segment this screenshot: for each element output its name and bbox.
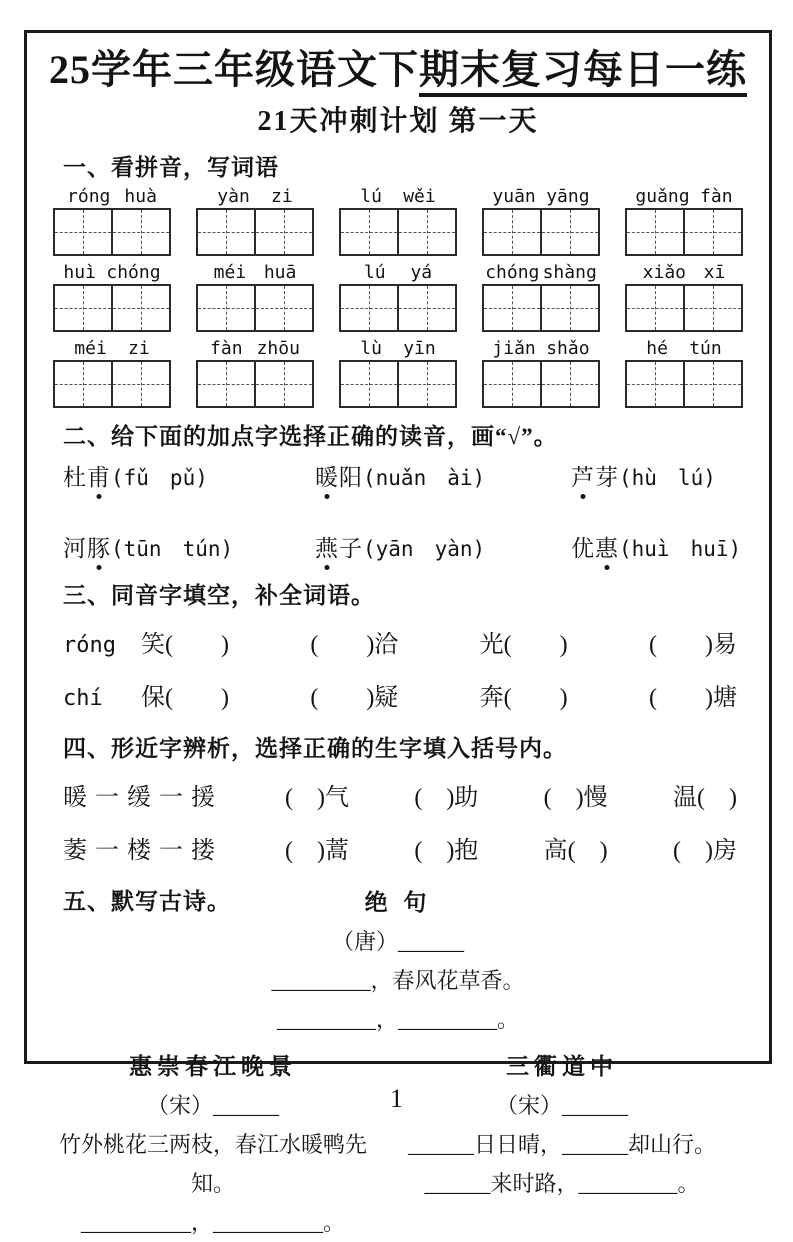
word-char: 优: [571, 536, 595, 561]
writing-cell: [627, 362, 683, 406]
section1-heading: 一、看拼音，写词语: [63, 155, 279, 180]
pinyin-syllable: hé: [646, 338, 668, 359]
pinyin-syllable: jiǎn: [492, 338, 536, 359]
pinyin-word-item: [53, 262, 171, 332]
pronunciation-options: (yān yàn): [363, 537, 486, 561]
pinyin-label: [625, 262, 743, 284]
pinyin-label: [339, 262, 457, 284]
fill-blank-cell: ( )抱: [414, 838, 479, 864]
writing-cell: [111, 362, 169, 406]
writing-cell: [683, 210, 741, 254]
poem-columns: [49, 1047, 747, 1242]
poem-huichong: [49, 1047, 377, 1242]
writing-cell: [484, 286, 540, 330]
pinyin-word-item: [53, 186, 171, 256]
poem-title: 惠崇春江晚景: [129, 1054, 298, 1079]
pinyin-syllable: yàn: [217, 186, 250, 207]
pinyin-syllable: zi: [271, 186, 293, 207]
writing-cell: [254, 210, 312, 254]
poem-author-blank: （宋）______: [147, 1093, 280, 1118]
pinyin-word-item: [625, 186, 743, 256]
fill-blank-cell: ( )塘: [648, 685, 737, 711]
pronunciation-options: (tūn tún): [111, 537, 234, 561]
pinyin-syllable: xiǎo: [642, 262, 686, 283]
writing-cell: [55, 362, 111, 406]
writing-cell: [397, 286, 455, 330]
homophone-row: [63, 624, 747, 659]
fill-blank-cell: ( )疑: [310, 685, 399, 711]
word-char-dotted: 惠: [595, 530, 619, 563]
pinyin-syllable: lù: [360, 338, 382, 359]
pinyin-syllable: huà: [124, 186, 157, 207]
pinyin-label: [625, 338, 743, 360]
pinyin-word-item: [196, 262, 314, 332]
pinyin-syllable: méi: [213, 262, 247, 283]
pinyin-syllable: méi: [74, 338, 107, 359]
pinyin-label: [53, 186, 171, 208]
poem-sanqu: [377, 1047, 747, 1242]
pinyin-syllable: zi: [128, 338, 150, 359]
writing-cell: [397, 210, 455, 254]
section2-heading: 二、给下面的加点字选择正确的读音，画“√”。: [63, 424, 558, 449]
pinyin-label: [482, 186, 600, 208]
writing-cell: [683, 362, 741, 406]
word-char-dotted: 甫: [87, 459, 111, 492]
word-char: 阳: [339, 465, 363, 490]
writing-cell: [111, 210, 169, 254]
pronunciation-item: [315, 530, 571, 563]
writing-cell: [484, 210, 540, 254]
pinyin-syllable: chóng: [106, 262, 161, 283]
fill-blank-cell: ( )慢: [543, 785, 608, 811]
writing-cell: [484, 362, 540, 406]
fill-blank-cell: 温( ): [672, 785, 737, 811]
poem-line-blank: ______来时路，_________。: [424, 1171, 700, 1196]
fill-blank-cell: ( )易: [648, 632, 737, 658]
pinyin-label: [53, 262, 171, 284]
writing-cell: [397, 362, 455, 406]
page-number: 1: [390, 1084, 403, 1113]
writing-cell: [341, 362, 397, 406]
writing-grid: [625, 360, 743, 408]
pinyin-word-item: [482, 186, 600, 256]
pinyin-syllable: zhōu: [256, 338, 300, 359]
pinyin-label: [625, 186, 743, 208]
word-char-dotted: 豚: [87, 530, 111, 563]
pinyin-syllable: huì: [63, 262, 96, 283]
pinyin-word-item: [196, 338, 314, 408]
poem-line-blank: _________，_________。: [276, 1007, 519, 1032]
pinyin-label: [53, 338, 171, 360]
poem-jueju: [208, 883, 588, 1039]
pinyin-row: [53, 262, 743, 332]
similar-char-group: 暖 一 缓 一 援: [63, 785, 216, 811]
worksheet-page: [24, 30, 772, 1235]
word-char-dotted: 芦: [571, 459, 595, 492]
pinyin-word-item: [339, 262, 457, 332]
page-title-underlined: 期末复习每日一练: [419, 47, 747, 97]
similar-char-cells: [285, 777, 747, 812]
writing-cell: [683, 286, 741, 330]
fill-blank-cell: ( )气: [285, 785, 349, 811]
pinyin-word-item: [196, 186, 314, 256]
section2-items: [63, 459, 747, 563]
pinyin-syllable: yuān: [492, 186, 536, 207]
writing-cell: [198, 210, 254, 254]
homophone-pinyin: chí: [63, 686, 103, 711]
fill-blank-cell: 高( ): [543, 838, 608, 864]
pinyin-label: [482, 262, 600, 284]
writing-grid: [625, 284, 743, 332]
writing-grid: [196, 208, 314, 256]
writing-grid: [196, 360, 314, 408]
writing-grid: [53, 360, 171, 408]
word-char-dotted: 暖: [315, 459, 339, 492]
similar-char-group: 萎 一 楼 一 搂: [63, 838, 216, 864]
writing-grid: [625, 208, 743, 256]
similar-char-row: [63, 830, 747, 865]
pinyin-syllable: fàn: [700, 186, 733, 207]
pinyin-word-item: [625, 338, 743, 408]
pinyin-word-item: [482, 338, 600, 408]
similar-char-cells: [285, 830, 747, 865]
word-char: 河: [63, 536, 87, 561]
poem-line: 竹外桃花三两枝，春江水暖鸭先知。: [59, 1132, 368, 1196]
writing-cell: [540, 210, 598, 254]
poem-line-blank: __________，__________。: [81, 1210, 346, 1235]
writing-cell: [341, 210, 397, 254]
pinyin-label: [482, 338, 600, 360]
writing-cell: [627, 286, 683, 330]
writing-grid: [339, 208, 457, 256]
writing-cell: [111, 286, 169, 330]
writing-grid: [339, 360, 457, 408]
fill-blank-cell: ( )房: [672, 838, 737, 864]
pinyin-word-item: [339, 338, 457, 408]
pinyin-label: [339, 338, 457, 360]
poem-line-blank: ______日日晴，______却山行。: [408, 1132, 717, 1157]
pinyin-syllable: shàng: [542, 262, 597, 283]
pronunciation-item: [315, 459, 571, 492]
poem-line-blank: _________，春风花草香。: [271, 968, 525, 993]
pinyin-syllable: fàn: [210, 338, 243, 359]
pronunciation-options: (huì huī): [619, 537, 742, 561]
pinyin-syllable: huā: [263, 262, 297, 283]
fill-blank-cell: ( )蒿: [285, 838, 349, 864]
pinyin-syllable: guǎng: [635, 186, 690, 207]
writing-cell: [341, 286, 397, 330]
pinyin-syllable: chóng: [485, 262, 540, 283]
pronunciation-item: [63, 530, 315, 563]
pinyin-syllable: yāng: [546, 186, 590, 207]
writing-grid: [482, 284, 600, 332]
writing-cell: [55, 286, 111, 330]
fill-blank-cell: 奔( ): [479, 685, 568, 711]
writing-grid: [339, 284, 457, 332]
fill-blank-cell: 光( ): [479, 632, 568, 658]
pinyin-label: [196, 186, 314, 208]
homophone-pinyin: róng: [63, 633, 116, 658]
section5: [49, 883, 747, 1039]
writing-grid: [482, 208, 600, 256]
page-subtitle: 21天冲刺计划 第一天: [257, 106, 539, 137]
writing-cell: [254, 362, 312, 406]
pinyin-label: [196, 338, 314, 360]
pinyin-word-item: [625, 262, 743, 332]
fill-blank-cell: ( )助: [414, 785, 479, 811]
page-title: [49, 45, 747, 95]
writing-cell: [198, 286, 254, 330]
homophone-cells: [141, 624, 747, 659]
section3-heading: 三、同音字填空，补全词语。: [63, 583, 375, 608]
pinyin-word-item: [339, 186, 457, 256]
poem-author-blank: （唐）______: [331, 929, 464, 954]
pinyin-label: [339, 186, 457, 208]
poem-title: 绝 句: [364, 890, 432, 915]
pronunciation-options: (nuǎn ài): [363, 466, 486, 490]
pinyin-syllable: lú: [363, 262, 386, 283]
writing-cell: [540, 286, 598, 330]
pinyin-syllable: tún: [689, 338, 722, 359]
pinyin-syllable: lú: [360, 186, 382, 207]
pronunciation-item: [571, 530, 747, 563]
writing-grid: [482, 360, 600, 408]
fill-blank-cell: 保( ): [141, 685, 229, 711]
writing-grid: [53, 208, 171, 256]
pronunciation-options: (fǔ pǔ): [111, 466, 208, 490]
section5-heading: 五、默写古诗。: [63, 889, 231, 914]
writing-grid: [53, 284, 171, 332]
pinyin-syllable: yīn: [403, 338, 436, 359]
pinyin-syllable: xī: [703, 262, 726, 283]
pinyin-word-item: [482, 262, 600, 332]
pinyin-syllable: shǎo: [546, 338, 590, 359]
writing-cell: [627, 210, 683, 254]
pronunciation-item: [571, 459, 747, 492]
page-title-main: 25学年三年级语文下: [49, 47, 419, 92]
similar-char-row: [63, 777, 747, 812]
word-char: 芽: [595, 465, 619, 490]
homophone-cells: [141, 677, 747, 712]
fill-blank-cell: 笑( ): [141, 632, 229, 658]
poem-title: 三衢道中: [506, 1054, 619, 1079]
poem-author-blank: （宋）______: [496, 1093, 629, 1118]
pinyin-syllable: róng: [67, 186, 111, 207]
writing-cell: [540, 362, 598, 406]
pinyin-word-item: [53, 338, 171, 408]
homophone-row: [63, 677, 747, 712]
writing-cell: [55, 210, 111, 254]
pinyin-row: [53, 338, 743, 408]
writing-grid: [196, 284, 314, 332]
word-char: 子: [339, 536, 363, 561]
pinyin-label: [196, 262, 314, 284]
pinyin-syllable: yá: [410, 262, 433, 283]
pinyin-syllable: wěi: [403, 186, 436, 207]
pronunciation-options: (hù lú): [619, 466, 716, 490]
pronunciation-item: [63, 459, 315, 492]
fill-blank-cell: ( )洽: [310, 632, 399, 658]
word-char: 杜: [63, 465, 87, 490]
section4-heading: 四、形近字辨析，选择正确的生字填入括号内。: [63, 736, 567, 761]
pinyin-row: [53, 186, 743, 256]
word-char-dotted: 燕: [315, 530, 339, 563]
writing-cell: [254, 286, 312, 330]
writing-cell: [198, 362, 254, 406]
